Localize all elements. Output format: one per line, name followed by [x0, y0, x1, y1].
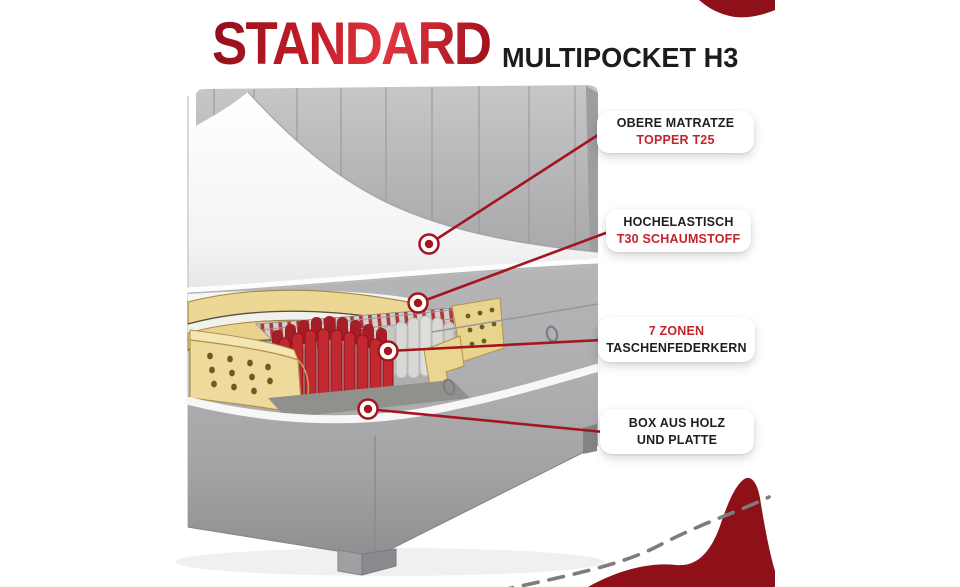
callout-foam-line2: T30 SCHAUMSTOFF — [616, 231, 741, 246]
callout-card-springs — [598, 317, 755, 362]
callout-box-line2: UND PLATTE — [636, 432, 718, 447]
callout-dot-topper — [420, 235, 439, 254]
page-title — [0, 0, 960, 80]
callout-springs-line1: 7 ZONEN — [648, 323, 705, 338]
title-brand: STANDARD — [212, 10, 491, 77]
title-model: MULTIPOCKET H3 — [502, 42, 739, 73]
callout-card-box — [600, 409, 754, 454]
bed-foot-rear — [583, 424, 597, 454]
callout-dot-springs — [379, 342, 398, 361]
mattress-cutaway — [188, 290, 504, 418]
bed-foot-front — [338, 550, 362, 575]
callout-springs-line2: TASCHENFEDERKERN — [606, 340, 747, 355]
callout-card-topper — [597, 111, 754, 153]
callout-dot-box — [359, 400, 378, 419]
callout-dot-foam — [409, 294, 428, 313]
callout-card-foam — [606, 209, 751, 252]
callout-foam-line1: HOCHELASTISCH — [623, 214, 734, 229]
callout-box-line1: BOX AUS HOLZ — [628, 415, 726, 430]
callout-topper-line2: TOPPER T25 — [636, 133, 715, 147]
callout-topper-line1: OBERE MATRATZE — [616, 116, 735, 131]
